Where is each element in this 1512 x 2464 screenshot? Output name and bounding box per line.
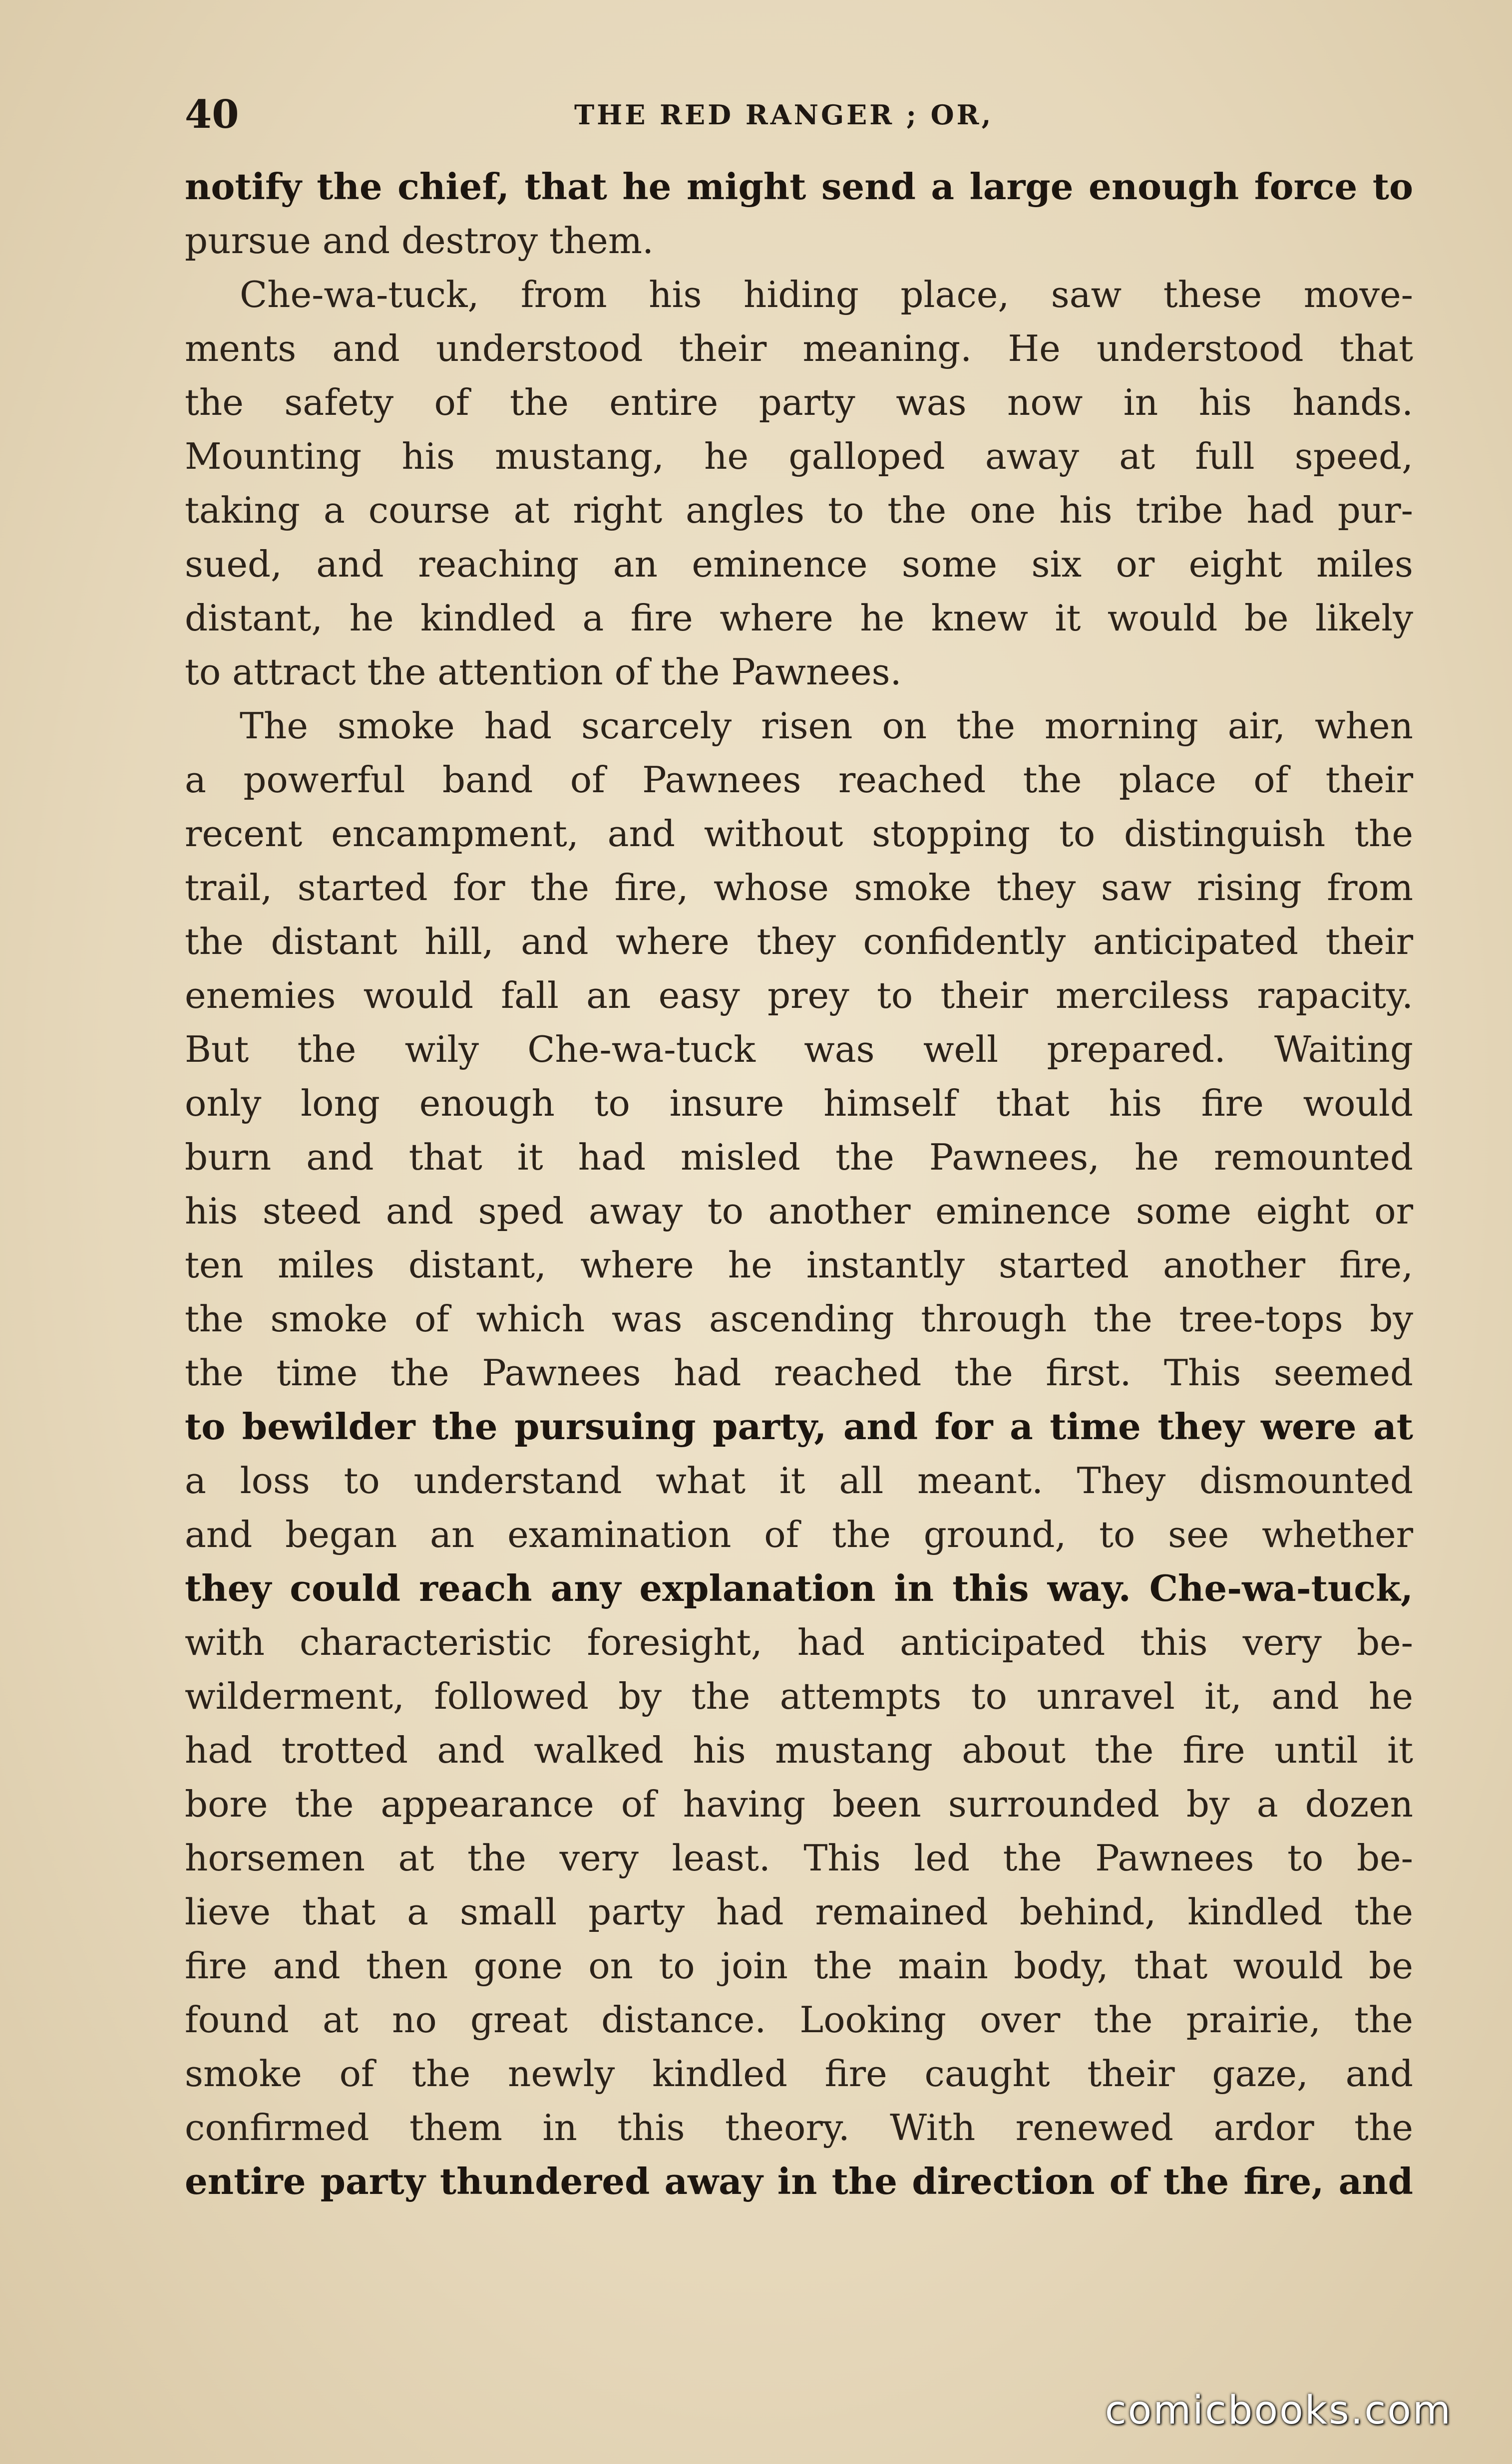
body-text bbox=[185, 160, 1413, 2208]
text-line: fire and then gone on to join the main body, that would be bbox=[185, 1945, 1413, 1987]
watermark: comicbooks.com bbox=[1105, 2388, 1452, 2433]
text-line: the distant hill, and where they confidently anticipated their bbox=[185, 921, 1413, 962]
text-line: his steed and sped away to another eminence some eight or bbox=[185, 1190, 1413, 1232]
text-line: enemies would fall an easy prey to their merciless rapacity. bbox=[185, 974, 1413, 1016]
text-line: and began an examination of the ground, to see whether bbox=[185, 1514, 1413, 1555]
text-line: the safety of the entire party was now in his hands. bbox=[185, 381, 1413, 423]
page-number: 40 bbox=[185, 92, 239, 137]
text-line: they could reach any explanation in this way. Che-wa-tuck, bbox=[185, 1567, 1413, 1609]
running-head: THE RED RANGER ; OR, bbox=[574, 99, 994, 131]
text-line: bore the appearance of having been surrounded by a dozen bbox=[185, 1783, 1413, 1825]
text-line: confirmed them in this theory. With renewed ardor the bbox=[185, 2107, 1413, 2149]
text-line: But the wily Che-wa-tuck was well prepared. Waiting bbox=[185, 1028, 1413, 1070]
text-line: burn and that it had misled the Pawnees, he remounted bbox=[185, 1136, 1413, 1178]
page-header bbox=[185, 85, 1413, 145]
paragraph-start-line: The smoke had scarcely risen on the morning air, when bbox=[240, 705, 1413, 747]
text-line: to attract the attention of the Pawnees. bbox=[185, 651, 902, 693]
text-line: smoke of the newly kindled fire caught their gaze, and bbox=[185, 2053, 1413, 2095]
text-line: a powerful band of Pawnees reached the place of their bbox=[185, 759, 1413, 801]
text-line: taking a course at right angles to the one his tribe had pur- bbox=[185, 489, 1413, 531]
text-line: lieve that a small party had remained behind, kindled the bbox=[185, 1891, 1413, 1933]
text-line: pursue and destroy them. bbox=[185, 220, 654, 262]
text-line: entire party thundered away in the direction of the fire, and bbox=[185, 2160, 1413, 2202]
text-line: had trotted and walked his mustang about the fire until it bbox=[185, 1729, 1413, 1771]
text-line: a loss to understand what it all meant. They dismounted bbox=[185, 1460, 1413, 1502]
text-line: sued, and reaching an eminence some six or eight miles bbox=[185, 543, 1413, 585]
text-line: distant, he kindled a fire where he knew it would be likely bbox=[185, 597, 1413, 639]
text-line: horsemen at the very least. This led the Pawnees to be- bbox=[185, 1837, 1413, 1879]
text-line: ten miles distant, where he instantly started another fire, bbox=[185, 1244, 1413, 1286]
text-line: trail, started for the fire, whose smoke they saw rising from bbox=[185, 867, 1413, 909]
text-line: wilderment, followed by the attempts to unravel it, and he bbox=[185, 1675, 1413, 1717]
text-line: the time the Pawnees had reached the first. This seemed bbox=[185, 1352, 1413, 1394]
text-line: the smoke of which was ascending through the tree-tops by bbox=[185, 1298, 1413, 1340]
text-line: Mounting his mustang, he galloped away at full speed, bbox=[185, 435, 1413, 477]
text-line: recent encampment, and without stopping to distinguish the bbox=[185, 813, 1413, 855]
text-line: to bewilder the pursuing party, and for a time they were at bbox=[185, 1405, 1413, 1448]
text-line: only long enough to insure himself that his fire would bbox=[185, 1082, 1413, 1124]
text-line: found at no great distance. Looking over the prairie, the bbox=[185, 1999, 1413, 2041]
text-line: with characteristic foresight, had anticipated this very be- bbox=[185, 1621, 1413, 1663]
paragraph-start-line: Che-wa-tuck, from his hiding place, saw these move- bbox=[240, 274, 1413, 315]
text-line: notify the chief, that he might send a large enough force to bbox=[185, 165, 1413, 208]
text-line: ments and understood their meaning. He understood that bbox=[185, 327, 1413, 369]
